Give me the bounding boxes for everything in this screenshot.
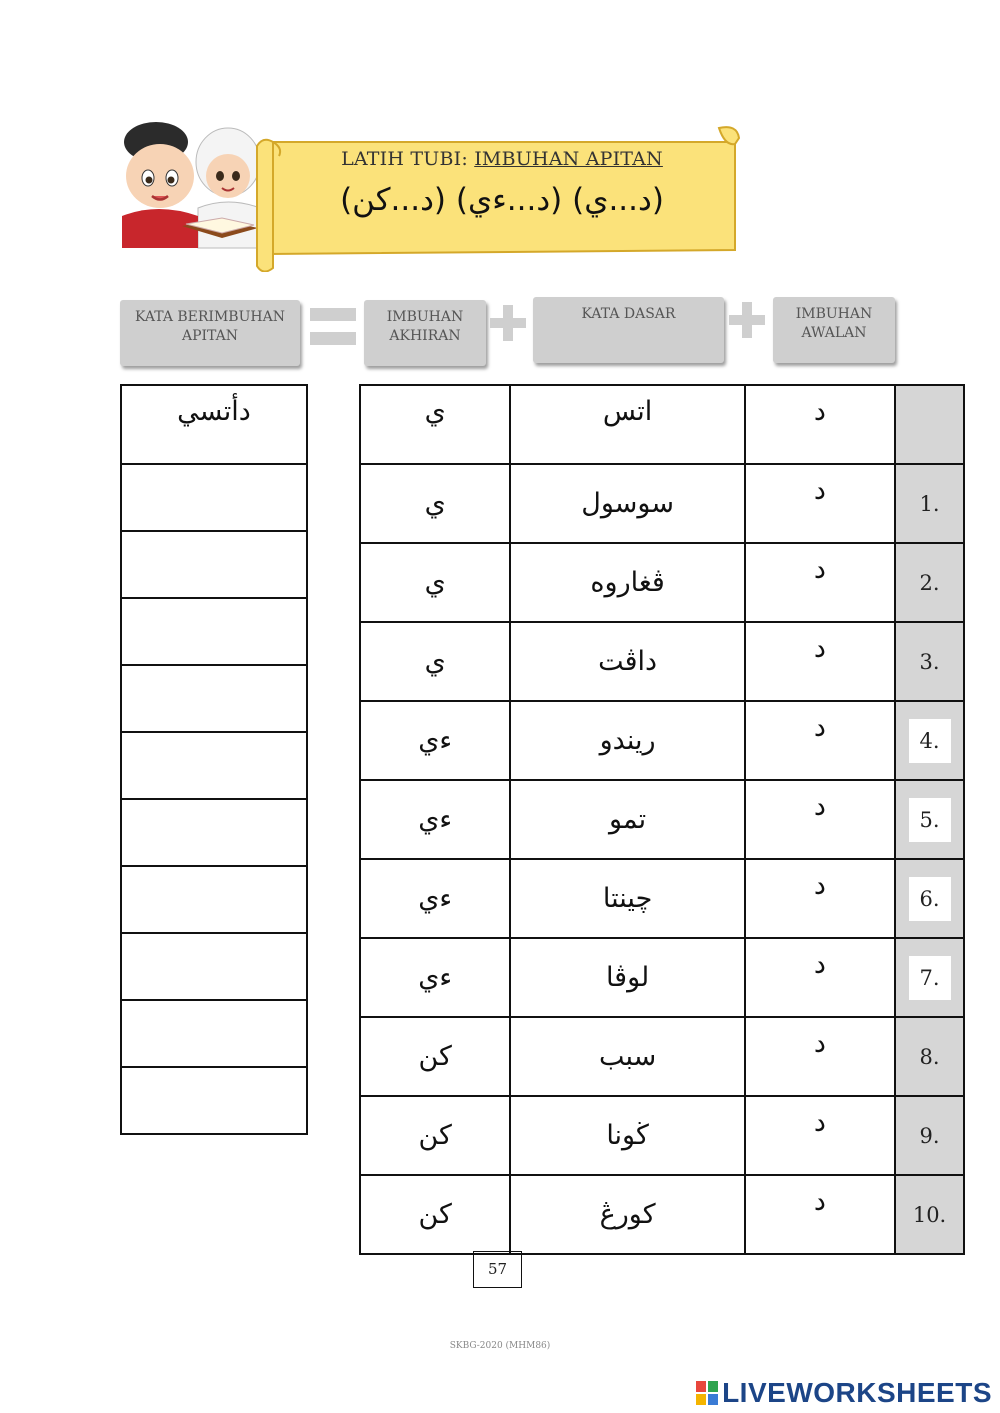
affix-formula: (د...ي) (د...ءي) (د...كن): [340, 182, 664, 218]
banner-text: [272, 140, 732, 218]
liveworksheets-icon: [696, 1381, 718, 1405]
answer-row: [121, 598, 307, 665]
answer-row: [121, 464, 307, 531]
row-number: 1.: [919, 491, 940, 516]
suffix-cell: كن: [360, 1017, 510, 1096]
worksheet-title: [272, 148, 732, 170]
answer-row: [121, 1000, 307, 1067]
footer-code: SKBG-2020 (MHM86): [449, 1341, 551, 1351]
root-cell: کورڠ: [510, 1175, 744, 1254]
brand-name: LIVEWORKSHEETS: [722, 1377, 992, 1408]
prefix-cell: د: [745, 385, 895, 464]
number-cell: [895, 385, 964, 464]
table-row: [360, 859, 964, 938]
suffix-cell: ءي: [360, 859, 510, 938]
label-result-word: KATA BERIMBUHAN APITAN: [120, 300, 300, 366]
suffix-cell: ي: [360, 385, 510, 464]
suffix-cell: ءي: [360, 701, 510, 780]
row-number: 8.: [919, 1044, 940, 1069]
affix-table: [359, 384, 965, 1255]
example-answer: دأتسي: [121, 385, 307, 464]
row-number: 10.: [912, 1202, 947, 1227]
number-cell: [895, 622, 964, 701]
row-number: 6.: [909, 877, 951, 921]
row-number: 2.: [919, 570, 940, 595]
answer-row: [121, 665, 307, 732]
row-number: 4.: [909, 719, 951, 763]
answer-table: [120, 384, 308, 1135]
number-cell: [895, 859, 964, 938]
title-emphasis: IMBUHAN APITAN: [474, 148, 663, 170]
number-cell: [895, 938, 964, 1017]
answer-row: [121, 531, 307, 598]
row-number: 3.: [919, 649, 940, 674]
answer-input-7[interactable]: [121, 866, 307, 933]
answer-input-8[interactable]: [121, 933, 307, 1000]
plus-icon: [729, 302, 765, 338]
number-cell: [895, 543, 964, 622]
table-row: [360, 701, 964, 780]
answer-row: [121, 866, 307, 933]
prefix-cell: د: [745, 1175, 895, 1254]
answer-row: [121, 799, 307, 866]
number-cell: [895, 1175, 964, 1254]
label-prefix: IMBUHAN AWALAN: [773, 297, 895, 363]
prefix-cell: د: [745, 464, 895, 543]
suffix-cell: ي: [360, 543, 510, 622]
prefix-cell: د: [745, 859, 895, 938]
table-row: [360, 622, 964, 701]
table-row: [360, 1017, 964, 1096]
prefix-cell: د: [745, 1017, 895, 1096]
answer-row: [121, 732, 307, 799]
equals-icon: [310, 308, 356, 346]
answer-row: [121, 933, 307, 1000]
suffix-cell: كن: [360, 1096, 510, 1175]
root-cell: ڬونا: [510, 1096, 744, 1175]
answer-row: [121, 1067, 307, 1134]
answer-input-10[interactable]: [121, 1067, 307, 1134]
liveworksheets-logo[interactable]: [696, 1377, 992, 1409]
root-cell: لوڤا: [510, 938, 744, 1017]
table-row: [360, 464, 964, 543]
suffix-cell: ءي: [360, 780, 510, 859]
answer-input-1[interactable]: [121, 464, 307, 531]
number-cell: [895, 701, 964, 780]
row-number: 7.: [909, 956, 951, 1000]
number-cell: [895, 780, 964, 859]
suffix-cell: كن: [360, 1175, 510, 1254]
table-row: [360, 543, 964, 622]
row-number: 9.: [919, 1123, 940, 1148]
answer-input-2[interactable]: [121, 531, 307, 598]
root-cell: ڤغاروه: [510, 543, 744, 622]
root-cell: سوسول: [510, 464, 744, 543]
answer-input-4[interactable]: [121, 665, 307, 732]
table-row: [360, 1175, 964, 1254]
answer-input-5[interactable]: [121, 732, 307, 799]
plus-icon: [490, 305, 526, 341]
answer-input-3[interactable]: [121, 598, 307, 665]
prefix-cell: د: [745, 1096, 895, 1175]
table-row: [360, 780, 964, 859]
table-row: [360, 938, 964, 1017]
answer-input-6[interactable]: [121, 799, 307, 866]
root-cell: اتس: [510, 385, 744, 464]
example-row: [121, 385, 307, 464]
root-cell: داڤت: [510, 622, 744, 701]
prefix-cell: د: [745, 780, 895, 859]
prefix-cell: د: [745, 543, 895, 622]
label-suffix: IMBUHAN AKHIRAN: [364, 300, 486, 366]
prefix-cell: د: [745, 938, 895, 1017]
table-row: [360, 1096, 964, 1175]
root-cell: چينتا: [510, 859, 744, 938]
suffix-cell: ءي: [360, 938, 510, 1017]
root-cell: تمو: [510, 780, 744, 859]
label-root-word: KATA DASAR: [533, 297, 724, 363]
root-cell: سبب: [510, 1017, 744, 1096]
prefix-cell: د: [745, 701, 895, 780]
kids-reading-illustration: [116, 118, 264, 250]
suffix-cell: ي: [360, 622, 510, 701]
answer-input-9[interactable]: [121, 1000, 307, 1067]
example-row: [360, 385, 964, 464]
row-number: 5.: [909, 798, 951, 842]
prefix-cell: د: [745, 622, 895, 701]
title-prefix: LATIH TUBI:: [341, 148, 475, 170]
page-number: 57: [473, 1251, 522, 1288]
number-cell: [895, 1017, 964, 1096]
number-cell: [895, 1096, 964, 1175]
root-cell: ريندو: [510, 701, 744, 780]
number-cell: [895, 464, 964, 543]
suffix-cell: ي: [360, 464, 510, 543]
